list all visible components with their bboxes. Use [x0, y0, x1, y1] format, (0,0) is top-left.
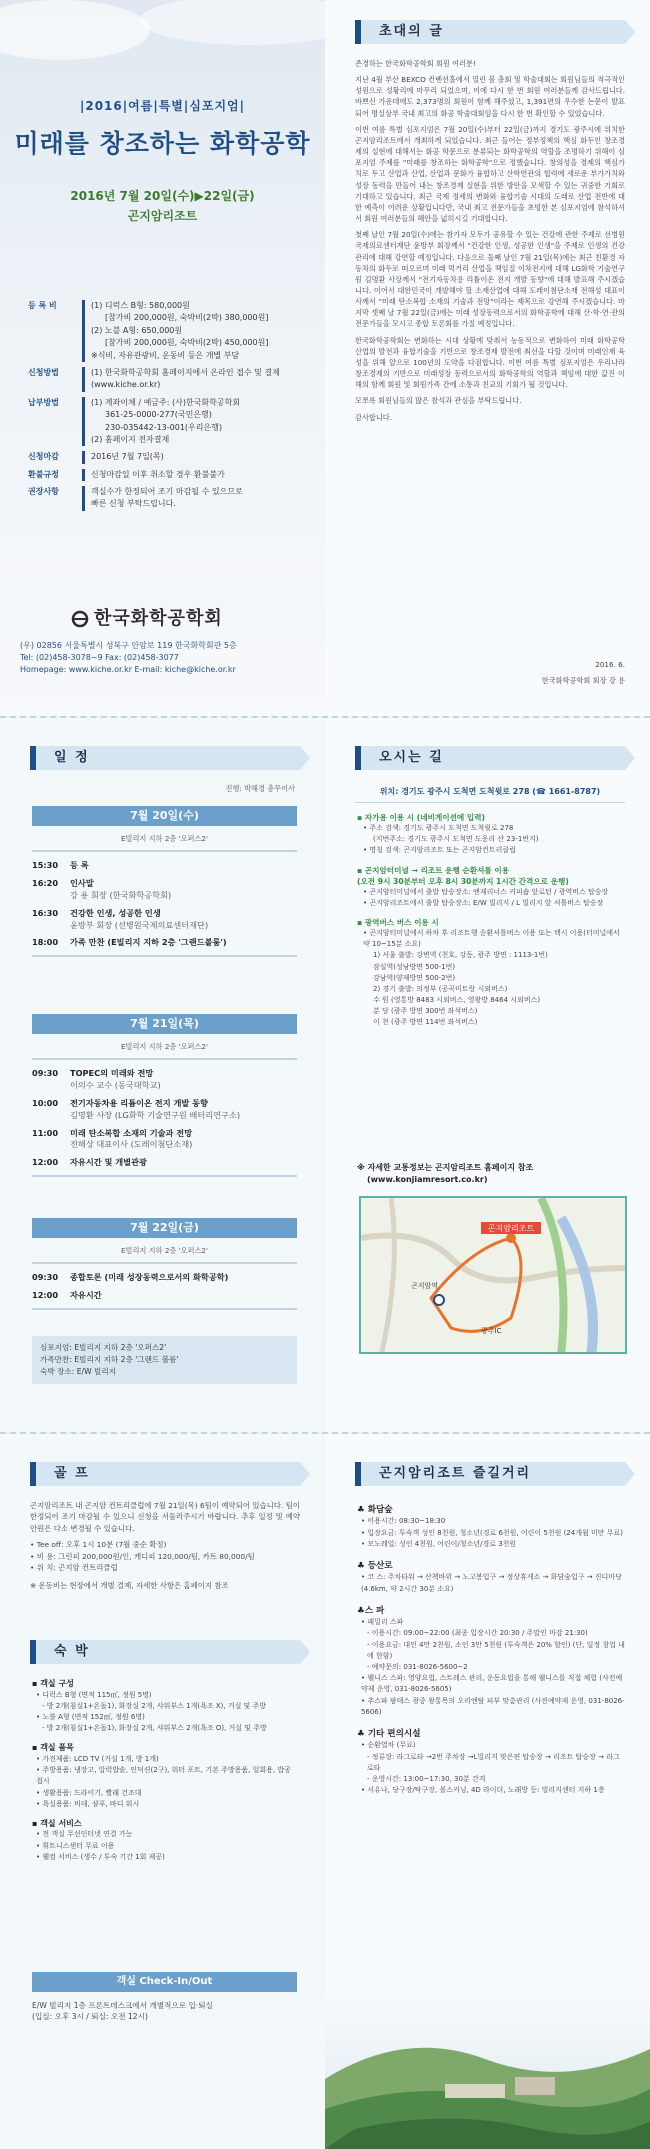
activity-line: • 패밀리 스파 — [361, 1618, 404, 1627]
cover-title: 미래를 창조하는 화학공학 — [14, 129, 311, 158]
schedule-event — [70, 878, 297, 902]
transport-line: 분 당 (광주 방면 300번 좌석버스) — [373, 1007, 478, 1016]
activities-header-label: 곤지암리조트 즐길거리 — [379, 1466, 532, 1481]
greeting-signature: 한국화학공학회 회장 강 용 — [541, 676, 625, 685]
checkin-text — [32, 2000, 297, 2022]
info-divider — [82, 397, 85, 447]
web-line: Homepage: www.kiche.or.kr E-mail: kiche@kiche.or.kr — [20, 665, 236, 674]
transport-line: 강남역(양재방면 500-2번) — [373, 973, 456, 982]
schedule-item — [32, 878, 297, 902]
info-value — [91, 367, 308, 392]
stay-header — [30, 1640, 300, 1664]
venue-notes — [32, 1336, 297, 1384]
schedule-time: 16:20 — [32, 877, 59, 888]
moderator: 진행: 박해경 총무이사 — [225, 784, 295, 793]
event-title: 인사말 — [70, 877, 94, 888]
location-line: 위치: 경기도 광주시 도척면 도척윗로 278 (☎ 1661-8787) — [355, 786, 625, 803]
info-line: (2) 노블 A형: 650,000원 — [91, 325, 183, 335]
info-row — [28, 367, 308, 392]
activity-title: ♣ 화담숲 — [357, 1505, 393, 1515]
schedule-item — [32, 908, 297, 932]
stay-line: • 디럭스 B형 (면적 115㎡, 정원 5명) — [36, 1690, 152, 1699]
stay-block-title: ▪ 객실 구성 — [32, 1679, 74, 1688]
schedule-item — [32, 937, 297, 949]
transport-sections — [357, 804, 625, 1029]
note-line: 가족만찬: E빌리지 지하 2층 '그랜드 볼룸' — [40, 1355, 179, 1365]
activity-title: ♣ 등산로 — [357, 1561, 393, 1572]
transport-subtitle: (오전 9시 30분부터 오후 8시 30분까지 1시간 간격으로 운행) — [357, 876, 569, 886]
society-address — [20, 640, 310, 676]
schedule-item — [32, 860, 297, 872]
day-title: 7월 21일(목) — [32, 1014, 297, 1034]
day-schedule — [32, 1058, 297, 1177]
stay-block-title: ▪ 객실 서비스 — [32, 1818, 82, 1828]
activity-line: • 웰니스 스파: 영양요법, 스트레스 관리, 운동요법을 통해 웰니스를 직접 체험 (사전예약제 운영, 031-8026-5605) — [361, 1674, 623, 1694]
schedule-event — [70, 1272, 297, 1284]
golf-header-label: 골 프 — [54, 1466, 90, 1481]
stay-line: • 주방용품: 냉장고, 압력밥솥, 인덕션(2구), 워터 포트, 기본 주방용품, 일회용, 밥공 접시 — [36, 1766, 291, 1786]
stay-line: • 가전제품: LCD TV (거실 1개, 방 1개) — [36, 1754, 159, 1763]
activity-line: - 정류장: 라그로타 →2번 주차장 →L빌리지 맞은편 탑승장 → 리조트 탑승장 → 라그로타 — [367, 1752, 620, 1772]
schedule-bottom-rule — [32, 1175, 297, 1177]
event-title: TOPEC의 미래와 전망 — [70, 1068, 154, 1078]
day-title: 7월 20일(수) — [32, 806, 297, 826]
schedule-event — [70, 937, 297, 949]
golf-header — [30, 1462, 300, 1486]
cover-date: 2016년 7월 20일(수)▶22일(금) — [70, 189, 255, 203]
info-divider — [82, 300, 85, 362]
activity-line: - 이용요금: 대인 4만 2천원, 소인 3만 5천원 (투숙객은 20% 할인) (단, 일정 창업 내에 한함) — [367, 1640, 625, 1660]
info-label: 신청마감 — [28, 452, 59, 462]
info-line: (www.kiche.or.kr) — [91, 380, 161, 390]
address-line: (우) 02856 서울특별시 성북구 안암로 119 한국화학회관 5층 — [20, 641, 237, 650]
greeting-paragraph: 첫째 날인 7월 20일(수)에는 참가자 모두가 공유할 수 있는 건강에 관한 주제로 선병원국제의료센터재단 윤방부 회장께서 "건강한 인생, 성공한 인생"을 주제로 인생의 건강 관리에 대해 강연할 예정입니다. 다음으로 둘째 날인 7월 21일(목)에는 최근 친환경 자동차의 화두로 떠오르며 미래 먹거리 산업을 책임질 이차전지에 대해 LG화학 기술연구원 김명환 사장께서 "전기자동차용 리튬이온 전지 개발 동향"에 대해 발표해 주시겠습니다. 이어서 대한민국이 개발해야 할 소재산업에 대해 도레이첨단소재 전해성 대표이사께서 "미래 탄소복합 소재의 기술과 전망"이라는 제목으로 강연해 주시겠습니다. 마지막 셋째 날 7월 22일(금)에는 미래 성장동력으로서의 화학공학에 대해 산·학·연·관의 전문가들을 모시고 종합 토론회를 가질 예정입니다. — [355, 230, 625, 329]
golf-item: • 비 용: 그린피 200,000원/인, 캐디피 120,000/팀, 카트 80,000/팀 — [30, 1551, 255, 1561]
info-line: 230-035442-13-001(우리은행) — [105, 422, 223, 432]
activity-title: ♣스 파 — [357, 1605, 385, 1616]
resort-landscape-image — [325, 1989, 650, 2149]
map-resort-label: 곤지암리조트 — [487, 1224, 535, 1233]
map-station-label: 곤지암역 — [411, 1282, 439, 1290]
transport-line: • 곤지암터미널에서 출발 탑승장소: 엔제리너스 커피숍 앞로턴 / 광역버스 탑승장 — [363, 887, 609, 896]
activity-line: • 이용시간: 08:30~18:30 — [361, 1517, 446, 1526]
golf-item: • Tee off: 오후 1시 10분 (7월 중순 확정) — [30, 1540, 167, 1550]
transport-title: ▪ 자가용 이용 시 (네비게이션에 입력) — [357, 813, 486, 822]
sheet-leisure — [0, 1432, 650, 2149]
greeting-paragraph: 존경하는 한국화학공학회 회원 여러분! — [355, 59, 476, 68]
transport-line: • 곤지암리조트에서 출발 탑승장소: E/W 빌리지 / L 빌리지 앞 셔틀버스 탑승장 — [363, 898, 604, 907]
resort-website-link[interactable]: (www.konjiamresort.co.kr) — [367, 1174, 488, 1184]
directions-header-label: 오시는 길 — [379, 750, 444, 765]
checkin-line: E/W 빌리지 1층 프론트데스크에서 개별적으로 입·퇴실 — [32, 2001, 213, 2010]
event-title: 자유시간 및 개별관광 — [70, 1157, 147, 1168]
info-value — [91, 469, 308, 481]
event-speaker: 전해상 대표이사 (도레이첨단소재) — [70, 1139, 193, 1150]
contact-line: Tel: (02)458-3078~9 Fax: (02)458-3077 — [20, 653, 179, 662]
event-title: 건강한 인생, 성공한 인생 — [70, 907, 161, 918]
activity-line: • 모노레일: 성인 4천원, 어린이/청소년/경로 3천원 — [361, 1539, 517, 1548]
day-place: E빌리지 지하 2층 '오퍼스2' — [121, 834, 208, 843]
event-title: 전기자동차용 리튬이온 전지 개발 동향 — [70, 1097, 208, 1108]
info-line: [참가비 200,000원, 숙박비(2박) 450,000원] — [105, 338, 269, 348]
map-graphic — [361, 1198, 627, 1354]
transport-line: • 명칭 검색: 곤지암리조트 또는 곤지암컨트리클럽 — [363, 846, 516, 855]
society-logo — [70, 606, 223, 632]
greeting-paragraph: 지난 4월 부산 BEXCO 컨벤션홀에서 열린 봄 총회 및 학술대회는 회원님들의 적극적인 성원으로 성황리에 마무리 되었으며, 이에 다시 한 번 회원 여러분들께 감사드립니다. 바쁘신 가운데에도 2,373명의 회원이 함께 해주셨고, 1,391편의 우수한 논문이 발표되어 명실상부 국내 최고의 화공 학술대회임을 다시 한 번 확인할 수 있었습니다. — [355, 75, 625, 118]
registration-info — [28, 300, 308, 516]
info-divider — [82, 486, 85, 511]
schedule-item — [32, 1068, 297, 1092]
transport-section — [357, 917, 625, 1029]
stay-line: • 전 객실 무선인터넷 연결 가능 — [36, 1830, 133, 1839]
sheet-program — [0, 716, 650, 1432]
event-speaker: 김명환 사장 (LG화학 기술연구원 배터리연구소) — [70, 1109, 241, 1120]
cloud-decoration — [0, 0, 325, 90]
stay-line: • 욕실용품: 비데, 샴푸, 바디 워시 — [36, 1799, 140, 1808]
golf-note: ※ 운동비는 현장에서 개별 결제, 자세한 사항은 홈페이지 참조 — [30, 1580, 229, 1590]
greeting-paragraph: 감사합니다. — [355, 412, 393, 422]
schedule-event — [70, 908, 297, 932]
golf-text: 곤지암리조트 내 곤지암 컨트리클럽에 7월 21일(목) 6팀이 예약되어 있습니다. 팀이 한정되어 조기 마감될 수 있으니 신청을 서둘러주시기 바랍니다. 추후 일정 및 예약 안원은 다소 변경될 수 있습니다. — [30, 1501, 300, 1533]
day-title: 7월 22일(금) — [32, 1218, 297, 1238]
info-label: 납부방법 — [28, 397, 59, 407]
event-speaker: 이의수 교수 (동국대학교) — [70, 1079, 161, 1090]
schedule-header-label: 일 정 — [54, 750, 90, 765]
info-divider — [82, 451, 85, 463]
activities-header — [355, 1462, 625, 1486]
activity-line: • 추스파 팜테스 광중 왕통목의 오리엔탈 피부 맞춤관리 (사전예약제 운영, 031-8026-5606) — [361, 1696, 625, 1716]
info-label: 환불규정 — [28, 469, 59, 479]
greeting-header — [355, 20, 625, 44]
info-label: 권장사항 — [28, 487, 59, 497]
schedule-header — [30, 746, 300, 770]
stay-block-title: ▪ 객실 품목 — [32, 1743, 74, 1753]
transport-line: • 곤지암터미널에서 하차 후 리조트행 순환셔틀버스 이용 또는 택시 이용(터미널에서 약 10~15분 소요) — [363, 928, 620, 949]
schedule-event — [70, 1128, 297, 1152]
activity-title: ♣ 기타 편의시설 — [357, 1728, 421, 1739]
info-line: (2) 홈페이지 전자결제 — [91, 434, 170, 444]
note-line: 숙박 장소: E/W 빌리지 — [40, 1367, 117, 1377]
info-line: ※식비, 자유관광비, 운동비 등은 개별 부담 — [91, 350, 240, 360]
transport-title: ▪ 광역버스 버스 이용 시 — [357, 917, 439, 927]
info-line: (1) 한국화학공학회 홈페이지에서 온라인 접수 및 결제 — [91, 367, 280, 377]
schedule-panel — [0, 718, 325, 1432]
note-line: 심포지엄: E빌리지 지하 2층 '오퍼스2' — [40, 1343, 167, 1352]
schedule-bottom-rule — [32, 1308, 297, 1310]
schedule-item — [32, 1290, 297, 1302]
checkin-line: (입실: 오후 3시 / 퇴실: 오전 12시) — [32, 2012, 148, 2021]
schedule-time: 16:30 — [32, 907, 59, 918]
event-title: 가족 만찬 (E빌리지 지하 2층 '그랜드볼룸') — [70, 937, 227, 948]
directions-header — [355, 746, 625, 770]
stay-line: • 휘트니스센터 무료 이용 — [36, 1841, 115, 1850]
info-line: 신청마감일 이후 취소할 경우 환불불가 — [91, 469, 225, 479]
schedule-bottom-rule — [32, 955, 297, 957]
transport-section — [357, 865, 625, 909]
greeting-paragraph: 모쪼록 회원님들의 많은 참석과 관심을 부탁드립니다. — [355, 396, 522, 406]
location-map — [359, 1196, 627, 1354]
directions-panel — [325, 718, 650, 1432]
activity-line: - 예약문의: 031-8026-5600~2 — [367, 1663, 468, 1672]
stay-line: • 노블 A형 (면적 152㎡, 정원 6명) — [36, 1712, 145, 1721]
schedule-time: 18:00 — [32, 937, 59, 948]
schedule-event — [70, 1157, 297, 1169]
info-divider — [82, 469, 85, 481]
activities-list — [357, 1494, 625, 1796]
activities-panel — [325, 1434, 650, 2149]
transport-line: 이 천 (광주 방면 114번 좌석버스) — [373, 1018, 478, 1027]
schedule-time: 12:00 — [32, 1289, 59, 1300]
activity-line: • 코 스: 주차타워 → 산책바위 → 노고봉입구 → 정상휴게소 → 화담숲입구 → 진디마당 (4.6km, 약 2시간 30분 소요) — [361, 1573, 622, 1593]
info-value — [91, 397, 308, 447]
event-title: 등 록 — [70, 860, 89, 870]
greeting-header-label: 초대의 글 — [379, 24, 444, 39]
event-speaker: 윤방부 회장 (선병원국제의료센터재단) — [70, 919, 209, 930]
schedule-item — [32, 1272, 297, 1284]
stay-line: • 생활용품: 드라이기, 빨래 건조대 — [36, 1788, 142, 1797]
transport-line: 1) 서울 출발: 강변역 (천호, 강동, 광주 방면 : 1113-1번) — [373, 951, 548, 960]
info-line: 361-25-0000-277(국민은행) — [105, 410, 212, 420]
golf-stay-panel — [0, 1434, 325, 2149]
more-info — [357, 1162, 625, 1185]
event-title: 미래 탄소복합 소재의 기술과 전망 — [70, 1127, 193, 1138]
greeting-paragraph: 한국화학공학회는 변화하는 시대 상황에 맞춰서 능동적으로 변화하여 미래 화학공학 산업의 발전과 융합기술을 기반으로 창조경제 발전에 최선을 다할 것이며 미래인재 육성을 위해 앞으로 100년의 도약을 다짐합니다. 이번 여름 특별 심포지엄은 우리나라 창조경제의 기반으로 미래성장 동력으로서의 화학공학의 역할과 책임에 대한 값진 이해의 함께 회원 및 회원가족 간에 소통과 친교의 기회가 될 것입니다. — [355, 335, 625, 390]
schedule-item — [32, 1128, 297, 1152]
transport-line: • 주소 검색: 경기도 광주시 도척면 도척윗로 278 — [363, 824, 514, 832]
stay-line: - 방 2개(침실1+온돌1), 화장실 2개, 샤워부스 1개(욕조 X), 거실 및 주방 — [42, 1701, 267, 1710]
info-line: 빠른 신청 부탁드립니다. — [91, 499, 176, 509]
activity-line: - 이용시간: 09:00~22:00 (최종 입장시간 20:30 / 주말인 마감 21:30) — [367, 1629, 588, 1638]
cover-venue: 곤지암리조트 — [127, 209, 198, 223]
schedule-time: 10:00 — [32, 1097, 59, 1108]
map-ic-label: 광주IC — [481, 1327, 502, 1335]
stay-line: • 웰컴 서비스 (생수 / 투숙 기간 1회 제공) — [36, 1852, 165, 1861]
info-line: 객실수가 한정되어 조기 마감될 수 있으므로 — [91, 487, 243, 497]
event-speaker: 강 용 회장 (한국화학공학회) — [70, 889, 172, 900]
greeting-date: 2016. 6. — [595, 660, 625, 669]
info-line: 2016년 7월 7일(목) — [91, 452, 164, 462]
greeting-body — [355, 58, 625, 428]
info-row — [28, 451, 308, 463]
info-line: [참가비 200,000원, 숙박비(2박) 380,000원] — [105, 313, 269, 323]
society-logo-icon — [70, 610, 90, 628]
event-title: 자유시간 — [70, 1289, 102, 1300]
stay-header-label: 숙 박 — [54, 1644, 90, 1659]
transport-line: 수 원 (영통방 8483 시외버스, 영왕방 8464 시외버스) — [373, 996, 541, 1005]
activity-line: • 입장요금: 투숙객 성인 8천원, 청소년(경로 6천원, 어린이 5천원 (24개월 미만 무료) — [361, 1528, 623, 1537]
stay-details — [32, 1670, 297, 1863]
cover-panel — [0, 0, 325, 716]
info-row — [28, 469, 308, 481]
transport-title: ▪ 곤지암터미널 → 리조트 운행 순환셔틀 이용 — [357, 865, 510, 875]
info-label: 신청방법 — [28, 367, 59, 377]
stay-line: - 방 2개(침실1+온돌1), 화장실 2개, 샤워부스 2개(욕조 O), 거실 및 주방 — [42, 1724, 267, 1733]
info-row — [28, 397, 308, 447]
info-line: (1) 계좌이체 / 예금주: (사)한국화학공학회 — [91, 397, 241, 407]
golf-body — [30, 1500, 300, 1591]
more-info-text: ※ 자세한 교통정보는 곤지암리조트 홈페이지 참조 — [357, 1163, 534, 1172]
cover-subtitle: |2016|여름|특별|심포지엄| — [79, 99, 246, 113]
transport-line: 잠실역(성남방면 500-1번) — [373, 962, 456, 971]
day-place: E빌리지 지하 2층 '오퍼스2' — [121, 1246, 208, 1255]
greeting-paragraph: 이번 여름 특별 심포지엄은 7월 20일(수)부터 22일(금)까지 경기도 광주시에 위치한 곤지암리조트에서 개최하게 되었습니다. 최근 들어는 정부정책의 핵심 화두인 창조경제의 실현에 대해서는 화공 학문으로 분류되는 화학공학의 역할을 조명하기 위해이 심포지엄 주제를 "미래를 창조하는 화학공학"으로 정했습니다. 창의성을 경제의 핵심가치로 두고 산업과 산업, 산업과 문화가 융합하고 산학연관의 협력에 새로운 부가가치와 성장 동력을 만들어 내는 창조경제 실현을 위한 방안을 모색할 수 있는 귀중한 기회로 기대하고 있습니다. 최근 국제 정세의 변화와 융합기술 시대의 도래로 산업 전반에 대한 예측이 어려운 상황입니다만, 국내 최고 전문가들을 초빙한 본 심포지엄에 참석하셔서 회원 여러분들의 혜안을 넓히시길 기대합니다. — [355, 124, 625, 224]
info-line: (1) 디럭스 B형: 580,000원 — [91, 301, 190, 310]
info-row — [28, 486, 308, 511]
schedule-event — [70, 1098, 297, 1122]
day-place: E빌리지 지하 2층 '오퍼스2' — [121, 1042, 208, 1051]
day-schedule — [32, 850, 297, 957]
schedule-item — [32, 1157, 297, 1169]
info-divider — [82, 367, 85, 392]
day-schedule — [32, 1262, 297, 1310]
info-value — [91, 486, 308, 511]
event-title: 종합토론 (미래 성장동력으로서의 화학공학) — [70, 1272, 229, 1282]
schedule-time: 11:00 — [32, 1127, 59, 1138]
activity-line: • 서유나, 당구장/탁구장, 볼스커닝, 4D 라이더, 노래방 등: 빌리지센터 지하 1층 — [361, 1786, 605, 1795]
schedule-time: 12:00 — [32, 1157, 59, 1168]
schedule-item — [32, 1098, 297, 1122]
info-value — [91, 451, 308, 463]
transport-section — [357, 812, 625, 857]
golf-item: • 위 치: 곤지암 컨트리클럽 — [30, 1563, 118, 1573]
schedule-event — [70, 1290, 297, 1302]
checkin-banner: 객실 Check-In/Out — [32, 1972, 297, 1992]
activity-line: - 운영시간: 13:00~17:30, 30분 간격 — [367, 1775, 486, 1783]
logo-text: 한국화학공학회 — [94, 608, 223, 629]
schedule-time: 15:30 — [32, 860, 59, 870]
schedule-event — [70, 1068, 297, 1092]
transport-line: 2) 경기 출발: 의정부 (공곡미트랑 시외버스) — [373, 984, 508, 993]
schedule-event — [70, 860, 297, 872]
transport-line: (지번주소: 경기도 광주시 도척면 도웅리 산 23-1번지) — [373, 835, 539, 844]
greeting-panel — [325, 0, 650, 716]
activity-line: • 순환열차 (무료) — [361, 1741, 416, 1750]
schedule-time: 09:30 — [32, 1068, 59, 1078]
schedule-time: 09:30 — [32, 1272, 59, 1282]
info-value — [91, 300, 308, 362]
sheet-cover — [0, 0, 650, 716]
info-row — [28, 300, 308, 362]
info-label: 등 록 비 — [28, 301, 57, 310]
